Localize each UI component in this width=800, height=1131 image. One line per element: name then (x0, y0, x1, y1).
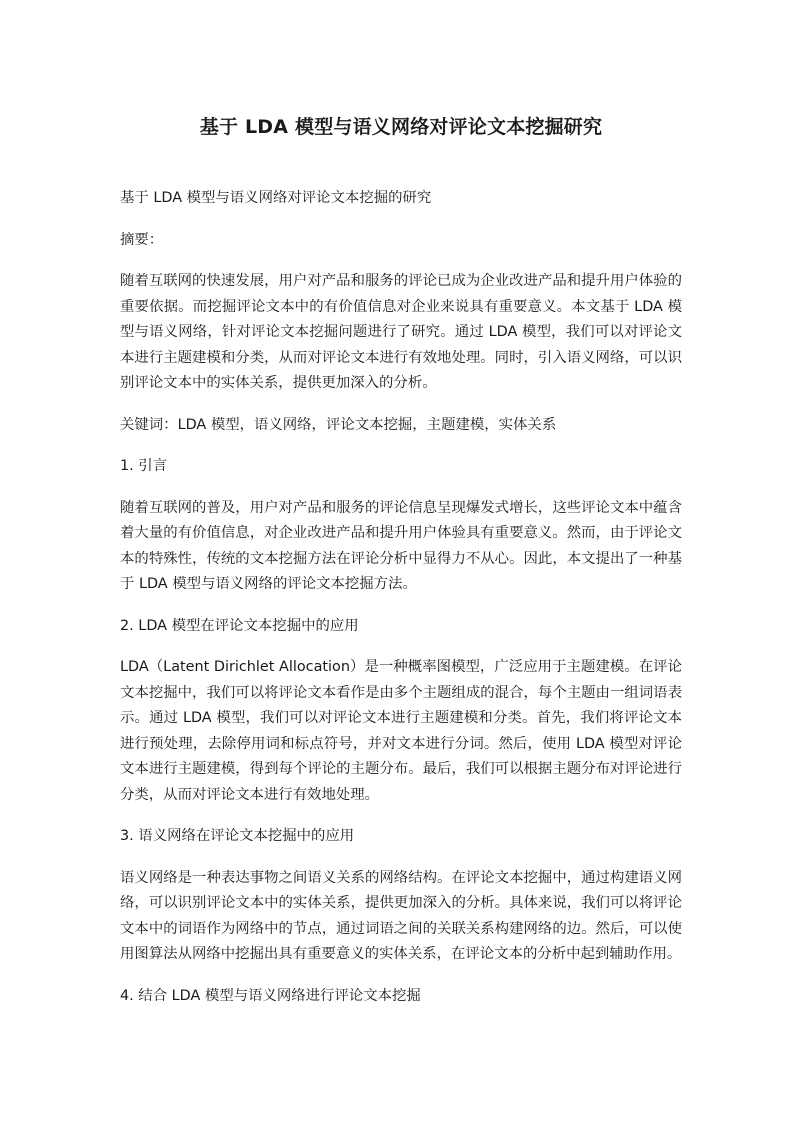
abstract-label: 摘要： (120, 231, 164, 248)
document-title: 基于 LDA 模型与语义网络对评论文本挖掘研究 (199, 116, 603, 138)
section-2-heading: 2. LDA 模型在评论文本挖掘中的应用 (120, 617, 359, 634)
document-subtitle: 基于 LDA 模型与语义网络对评论文本挖掘的研究 (120, 190, 432, 206)
section-1-paragraph: 随着互联网的普及，用户对产品和服务的评论信息呈现爆发式增长，这些评论文本中蕴含着大量的有价值信息，对企业改进产品和提升用户体验具有重要意义。然而，由于评论文本的特殊性，传统的文本挖掘方法在评论分析中显得力不从心。因此，本文提出了一种基于 LDA 模型与语义网络的评论文本挖掘方法。 (120, 499, 682, 592)
section-2-paragraph: LDA（Latent Dirichlet Allocation）是一种概率图模型，广泛应用于主题建模。在评论文本挖掘中，我们可以将评论文本看作是由多个主题组成的混合，每个主题由一组词语表示。通过 LDA 模型，我们可以对评论文本进行主题建模和分类。首先，我们将评论文本进行预处理，去除停用词和标点符号，并对文本进行分词。然后，使用 LDA 模型对评论文本进行主题建模，得到每个评论的主题分布。最后，我们可以根据主题分布对评论进行分类，从而对评论文本进行有效地处理。 (120, 659, 682, 803)
keywords-line: 关键词：LDA 模型，语义网络，评论文本挖掘，主题建模，实体关系 (120, 416, 557, 433)
abstract-paragraph: 随着互联网的快速发展，用户对产品和服务的评论已成为企业改进产品和提升用户体验的重要依据。而挖掘评论文本中的有价值信息对企业来说具有重要意义。本文基于 LDA 模型与语义网络，针对评论文本挖掘问题进行了研究。通过 LDA 模型，我们可以对评论文本进行主题建模和分类，从而对评论文本进行有效地处理。同时，引入语义网络，可以识别评论文本中的实体关系，提供更加深入的分析。 (120, 273, 682, 391)
section-3-paragraph: 语义网络是一种表达事物之间语义关系的网络结构。在评论文本挖掘中，通过构建语义网络，可以识别评论文本中的实体关系，提供更加深入的分析。具体来说，我们可以将评论文本中的词语作为网络中的节点，通过词语之间的关联关系构建网络的边。然后，可以使用图算法从网络中挖掘出具有重要意义的实体关系，在评论文本的分析中起到辅助作用。 (120, 869, 682, 962)
section-1-heading: 1. 引言 (120, 458, 168, 474)
section-4-heading: 4. 结合 LDA 模型与语义网络进行评论文本挖掘 (120, 987, 421, 1004)
section-3-heading: 3. 语义网络在评论文本挖掘中的应用 (120, 828, 355, 844)
